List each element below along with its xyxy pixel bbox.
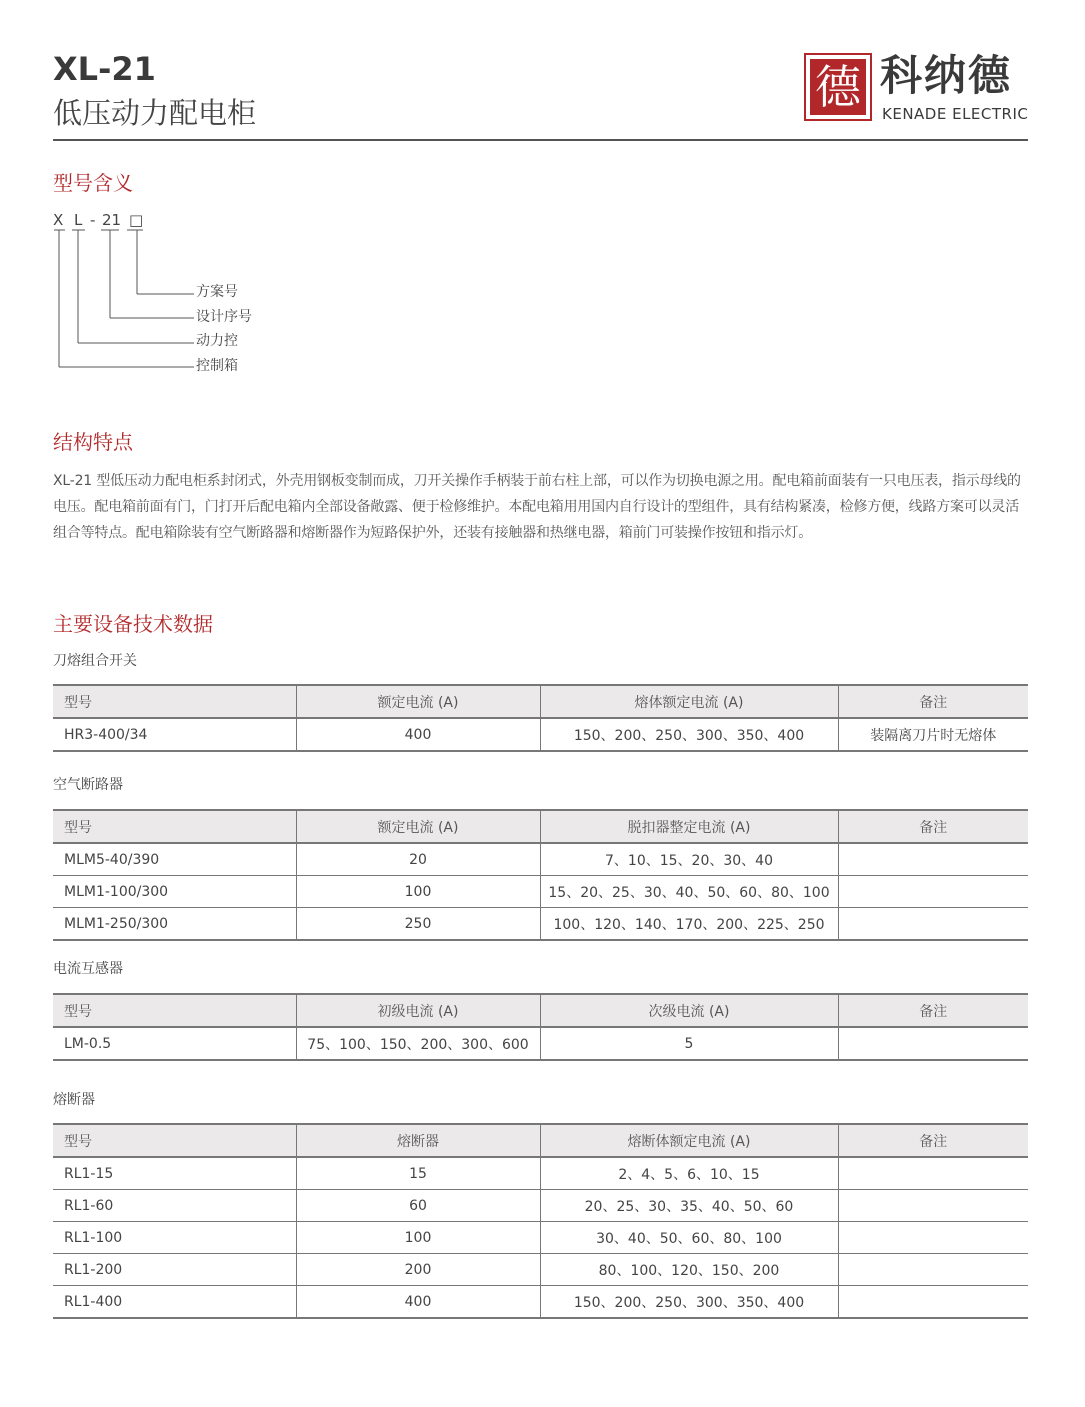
table-row <box>53 876 1028 908</box>
code-part-x: X <box>53 211 64 229</box>
logo-glyph: 德 <box>810 59 866 115</box>
table-row <box>53 1222 1028 1254</box>
table-cell: RL1-400 <box>53 1286 296 1319</box>
table-header: 脱扣器整定电流 (A) <box>540 810 838 843</box>
brand-name-cn: 科纳德 <box>880 51 1013 100</box>
table-cell <box>838 1157 1028 1190</box>
table-cell: 80、100、120、150、200 <box>540 1254 838 1286</box>
table-header: 备注 <box>838 1124 1028 1157</box>
table-cell <box>838 1190 1028 1222</box>
code-part-l: L <box>74 211 83 229</box>
table-caption-breaker: 空气断路器 <box>53 777 123 793</box>
table-header: 额定电流 (A) <box>296 685 540 718</box>
table-cell: 30、40、50、60、80、100 <box>540 1222 838 1254</box>
table-row <box>53 1027 1028 1060</box>
model-code-diagram <box>53 210 313 385</box>
label-control-box: 控制箱 <box>196 358 238 374</box>
table-header: 备注 <box>838 685 1028 718</box>
table-cell <box>838 1222 1028 1254</box>
brand-name-en: KENADE ELECTRIC <box>882 105 1029 123</box>
table-header: 熔断体额定电流 (A) <box>540 1124 838 1157</box>
table-cell <box>838 843 1028 876</box>
table-row <box>53 1190 1028 1222</box>
table-cell: 150、200、250、300、350、400 <box>540 1286 838 1319</box>
table-cell: 5 <box>540 1027 838 1060</box>
table-cell: 100、120、140、170、200、225、250 <box>540 908 838 941</box>
table-header: 额定电流 (A) <box>296 810 540 843</box>
table-caption-transformer: 电流互感器 <box>53 961 123 977</box>
table-row <box>53 1254 1028 1286</box>
table-cell: 100 <box>296 1222 540 1254</box>
table-cell: 200 <box>296 1254 540 1286</box>
label-design-no: 设计序号 <box>196 309 252 325</box>
table-cell <box>838 908 1028 941</box>
table-header: 备注 <box>838 994 1028 1027</box>
table-cell: HR3-400/34 <box>53 718 296 751</box>
table-cell: 400 <box>296 718 540 751</box>
table-header: 熔体额定电流 (A) <box>540 685 838 718</box>
table-header: 型号 <box>53 810 296 843</box>
code-part-scheme: □ <box>129 211 144 229</box>
structure-description: XL-21 型低压动力配电柜系封闭式，外壳用钢板变制而成，刀开关操作手柄装于前右柱上部，可以作为切换电源之用。配电箱前面装有一只电压表，指示母线的电压。配电箱前面有门，门打开后配电箱内全部设备敞露、便于检修维护。本配电箱用用国内自行设计的型组件，具有结构紧凑，检修方便，线路方案可以灵活组合等特点。配电箱除装有空气断路器和熔断器作为短路保护外，还装有接触器和热继电器，箱前门可装操作按钮和指示灯。 <box>53 473 1021 541</box>
table-cell: RL1-100 <box>53 1222 296 1254</box>
table-caption-fuse: 熔断器 <box>53 1092 95 1108</box>
table-cell: 15、20、25、30、40、50、60、80、100 <box>540 876 838 908</box>
table-cell <box>838 1254 1028 1286</box>
table-row <box>53 1157 1028 1190</box>
table-cell: 150、200、250、300、350、400 <box>540 718 838 751</box>
table-cell <box>838 1027 1028 1060</box>
table-cell <box>838 876 1028 908</box>
table-row <box>53 718 1028 751</box>
table-row <box>53 843 1028 876</box>
table-header: 型号 <box>53 685 296 718</box>
table-header: 型号 <box>53 1124 296 1157</box>
table-cell: 250 <box>296 908 540 941</box>
page-subtitle: 低压动力配电柜 <box>53 96 257 130</box>
table-row <box>53 1286 1028 1319</box>
table-cell: MLM1-100/300 <box>53 876 296 908</box>
diagram-lines <box>53 210 313 385</box>
table-cell: RL1-200 <box>53 1254 296 1286</box>
table-caption-switch: 刀熔组合开关 <box>53 653 137 669</box>
section-title-tech-data: 主要设备技术数据 <box>53 612 213 636</box>
table-cell: RL1-60 <box>53 1190 296 1222</box>
table-cell: RL1-15 <box>53 1157 296 1190</box>
spec-table-fuse <box>53 1123 1028 1319</box>
table-cell: MLM1-250/300 <box>53 908 296 941</box>
table-header: 次级电流 (A) <box>540 994 838 1027</box>
table-cell: 20、25、30、35、40、50、60 <box>540 1190 838 1222</box>
code-part-21: 21 <box>102 211 122 229</box>
section-title-structure: 结构特点 <box>53 430 133 454</box>
label-scheme-no: 方案号 <box>196 284 238 300</box>
table-cell: 60 <box>296 1190 540 1222</box>
table-cell: 75、100、150、200、300、600 <box>296 1027 540 1060</box>
table-cell: 2、4、5、6、10、15 <box>540 1157 838 1190</box>
section-title-model-meaning: 型号含义 <box>53 171 133 195</box>
table-cell: MLM5-40/390 <box>53 843 296 876</box>
spec-table-switch <box>53 684 1028 752</box>
header-divider <box>53 139 1028 141</box>
spec-table-breaker <box>53 809 1028 941</box>
spec-table-transformer <box>53 993 1028 1061</box>
label-power-control: 动力控 <box>196 333 238 349</box>
table-cell: LM-0.5 <box>53 1027 296 1060</box>
page-title: XL-21 <box>53 50 156 88</box>
table-header: 初级电流 (A) <box>296 994 540 1027</box>
table-cell: 20 <box>296 843 540 876</box>
code-part-dash: - <box>90 211 96 229</box>
table-row <box>53 908 1028 941</box>
table-cell: 装隔离刀片时无熔体 <box>838 718 1028 751</box>
brand-logo-icon <box>804 53 872 121</box>
table-header: 型号 <box>53 994 296 1027</box>
table-header: 备注 <box>838 810 1028 843</box>
table-cell: 7、10、15、20、30、40 <box>540 843 838 876</box>
table-cell: 400 <box>296 1286 540 1319</box>
table-cell <box>838 1286 1028 1319</box>
table-header: 熔断器 <box>296 1124 540 1157</box>
table-cell: 100 <box>296 876 540 908</box>
table-cell: 15 <box>296 1157 540 1190</box>
